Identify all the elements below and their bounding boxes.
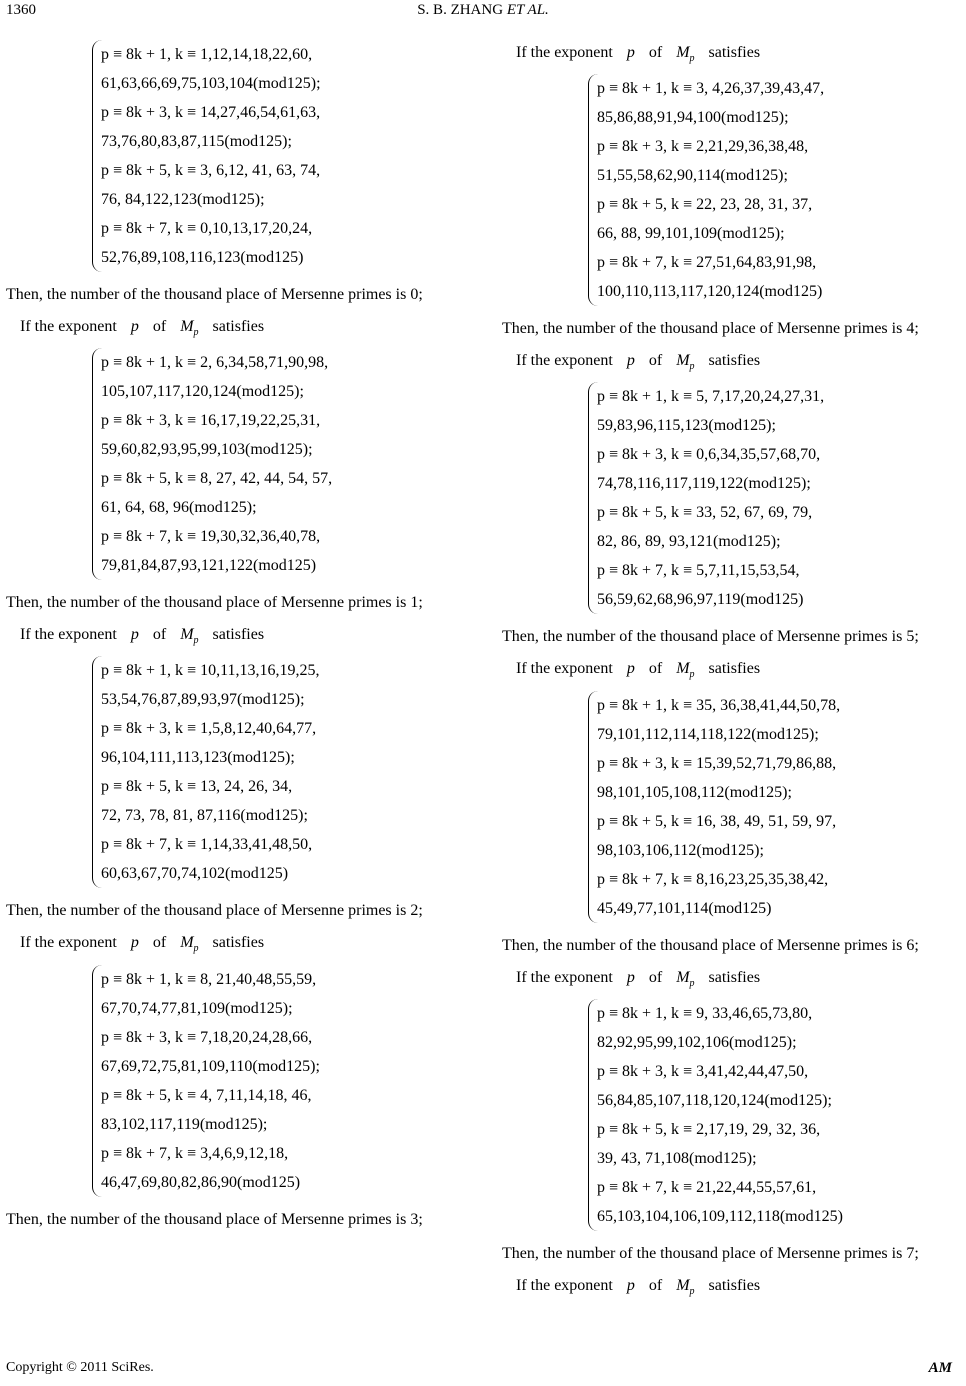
congruence-block-7 bbox=[502, 967, 960, 1265]
congruence-block-4 bbox=[502, 42, 960, 340]
congruence-block-6 bbox=[502, 658, 960, 956]
congruence-line: 46,47,69,80,82,86,90(mod125) bbox=[101, 1173, 301, 1191]
congruence-line: 96,104,111,113,123(mod125); bbox=[101, 749, 295, 767]
congruence-system bbox=[588, 74, 960, 306]
congruence-line: 45,49,77,101,114(mod125) bbox=[597, 899, 772, 917]
congruence-line: 83,102,117,119(mod125); bbox=[101, 1115, 268, 1133]
copyright-notice: Copyright © 2011 SciRes. bbox=[6, 1360, 154, 1375]
congruence-line: p ≡ 8k + 7, k ≡ 8,16,23,25,35,38,42, bbox=[597, 870, 829, 888]
congruence-line: 56,59,62,68,96,97,119(mod125) bbox=[597, 591, 804, 609]
congruence-line: 61, 64, 68, 96(mod125); bbox=[101, 499, 257, 517]
congruence-line: p ≡ 8k + 3, k ≡ 3,41,42,44,47,50, bbox=[597, 1062, 809, 1080]
congruence-block-1 bbox=[6, 316, 464, 614]
conclusion-text: Then, the number of the thousand place of Mersenne primes is 3; bbox=[6, 1210, 423, 1228]
congruence-line: p ≡ 8k + 1, k ≡ 5, 7,17,20,24,27,31, bbox=[597, 388, 825, 406]
congruence-line: p ≡ 8k + 7, k ≡ 5,7,11,15,53,54, bbox=[597, 562, 800, 580]
congruence-line: 51,55,58,62,90,114(mod125); bbox=[597, 167, 788, 185]
congruence-system bbox=[92, 965, 464, 1197]
conclusion-text: Then, the number of the thousand place of Mersenne primes is 2; bbox=[6, 902, 423, 920]
congruence-line: p ≡ 8k + 5, k ≡ 8, 27, 42, 44, 54, 57, bbox=[101, 470, 333, 488]
congruence-line: p ≡ 8k + 5, k ≡ 16, 38, 49, 51, 59, 97, bbox=[597, 812, 837, 830]
conclusion-text: Then, the number of the thousand place of Mersenne primes is 5; bbox=[502, 628, 919, 646]
conclusion-text: Then, the number of the thousand place of Mersenne primes is 4; bbox=[502, 320, 919, 338]
congruence-line: 67,69,72,75,81,109,110(mod125); bbox=[101, 1057, 320, 1075]
congruence-line: p ≡ 8k + 3, k ≡ 2,21,29,36,38,48, bbox=[597, 138, 809, 156]
congruence-line: 56,84,85,107,118,120,124(mod125); bbox=[597, 1091, 832, 1109]
congruence-line: 79,101,112,114,118,122(mod125); bbox=[597, 725, 819, 743]
congruence-line: 72, 73, 78, 81, 87,116(mod125); bbox=[101, 807, 308, 825]
exponent-intro: If the exponent p of $M_p$ satisfies bbox=[516, 660, 761, 681]
congruence-line: p ≡ 8k + 5, k ≡ 13, 24, 26, 34, bbox=[101, 778, 293, 796]
running-title-authors: S. B. ZHANG bbox=[417, 2, 504, 18]
congruence-line: 53,54,76,87,89,93,97(mod125); bbox=[101, 691, 305, 709]
congruence-line: p ≡ 8k + 7, k ≡ 19,30,32,36,40,78, bbox=[101, 528, 321, 546]
congruence-line: 98,103,106,112(mod125); bbox=[597, 841, 764, 859]
congruence-line: 74,78,116,117,119,122(mod125); bbox=[597, 475, 811, 493]
congruence-line: p ≡ 8k + 1, k ≡ 9, 33,46,65,73,80, bbox=[597, 1004, 813, 1022]
congruence-line: p ≡ 8k + 1, k ≡ 1,12,14,18,22,60, bbox=[101, 46, 313, 63]
congruence-line: 73,76,80,83,87,115(mod125); bbox=[101, 133, 292, 150]
congruence-block-0 bbox=[6, 40, 464, 306]
congruence-line: p ≡ 8k + 1, k ≡ 8, 21,40,48,55,59, bbox=[101, 970, 317, 988]
left-column bbox=[6, 38, 464, 1241]
congruence-line: p ≡ 8k + 7, k ≡ 21,22,44,55,57,61, bbox=[597, 1178, 817, 1196]
congruence-system bbox=[588, 382, 960, 614]
right-column bbox=[502, 42, 960, 1303]
congruence-line: 85,86,88,91,94,100(mod125); bbox=[597, 109, 789, 127]
congruence-line: p ≡ 8k + 1, k ≡ 3, 4,26,37,39,43,47, bbox=[597, 80, 825, 98]
congruence-line: 52,76,89,108,116,123(mod125) bbox=[101, 249, 304, 266]
congruence-line: 67,70,74,77,81,109(mod125); bbox=[101, 999, 293, 1017]
congruence-line: p ≡ 8k + 1, k ≡ 35, 36,38,41,44,50,78, bbox=[597, 696, 841, 714]
congruence-system bbox=[92, 656, 464, 888]
congruence-line: p ≡ 8k + 3, k ≡ 14,27,46,54,61,63, bbox=[101, 104, 321, 121]
congruence-line: p ≡ 8k + 3, k ≡ 1,5,8,12,40,64,77, bbox=[101, 720, 317, 738]
congruence-line: p ≡ 8k + 7, k ≡ 0,10,13,17,20,24, bbox=[101, 220, 313, 237]
congruence-line: 98,101,105,108,112(mod125); bbox=[597, 783, 792, 801]
exponent-intro: If the exponent p of $M_p$ satisfies bbox=[20, 934, 265, 955]
congruence-line: p ≡ 8k + 5, k ≡ 4, 7,11,14,18, 46, bbox=[101, 1086, 312, 1104]
exponent-intro: If the exponent p of $M_p$ satisfies bbox=[516, 968, 761, 989]
congruence-line: p ≡ 8k + 3, k ≡ 7,18,20,24,28,66, bbox=[101, 1028, 313, 1046]
congruence-system bbox=[588, 691, 960, 923]
journal-abbrev: AM bbox=[928, 1360, 952, 1376]
exponent-intro: If the exponent p of $M_p$ satisfies bbox=[20, 318, 265, 339]
exponent-intro: If the exponent p of $M_p$ satisfies bbox=[516, 1276, 761, 1297]
congruence-line: p ≡ 8k + 5, k ≡ 2,17,19, 29, 32, 36, bbox=[597, 1120, 821, 1138]
congruence-line: p ≡ 8k + 7, k ≡ 1,14,33,41,48,50, bbox=[101, 836, 313, 854]
running-title-etal: ET AL. bbox=[506, 2, 549, 18]
congruence-line: p ≡ 8k + 7, k ≡ 3,4,6,9,12,18, bbox=[101, 1144, 289, 1162]
conclusion-text: Then, the number of the thousand place of Mersenne primes is 6; bbox=[502, 936, 919, 954]
page-number: 1360 bbox=[6, 2, 36, 18]
congruence-block-3 bbox=[6, 932, 464, 1230]
conclusion-text: Then, the number of the thousand place of Mersenne primes is 1; bbox=[6, 594, 423, 612]
congruence-line: p ≡ 8k + 7, k ≡ 27,51,64,83,91,98, bbox=[597, 254, 817, 272]
conclusion-text: Then, the number of the thousand place of Mersenne primes is 7; bbox=[502, 1244, 919, 1262]
congruence-block-5 bbox=[502, 350, 960, 648]
congruence-line: 76, 84,122,123(mod125); bbox=[101, 191, 265, 208]
congruence-line: 61,63,66,69,75,103,104(mod125); bbox=[101, 75, 321, 92]
congruence-line: 82,92,95,99,102,106(mod125); bbox=[597, 1033, 797, 1051]
conclusion-text: Then, the number of the thousand place of Mersenne primes is 0; bbox=[6, 286, 423, 303]
congruence-line: p ≡ 8k + 5, k ≡ 3, 6,12, 41, 63, 74, bbox=[101, 162, 321, 179]
congruence-line: p ≡ 8k + 5, k ≡ 22, 23, 28, 31, 37, bbox=[597, 196, 813, 214]
congruence-line: 100,110,113,117,120,124(mod125) bbox=[597, 283, 823, 301]
exponent-intro: If the exponent p of $M_p$ satisfies bbox=[516, 352, 761, 373]
congruence-line: 59,83,96,115,123(mod125); bbox=[597, 417, 776, 435]
congruence-system bbox=[92, 348, 464, 580]
congruence-line: p ≡ 8k + 1, k ≡ 10,11,13,16,19,25, bbox=[101, 662, 320, 680]
exponent-intro: If the exponent p of $M_p$ satisfies bbox=[516, 44, 761, 65]
congruence-line: 79,81,84,87,93,121,122(mod125) bbox=[101, 557, 317, 575]
congruence-system bbox=[588, 999, 960, 1231]
running-title bbox=[0, 2, 966, 19]
congruence-line: 65,103,104,106,109,112,118(mod125) bbox=[597, 1207, 843, 1225]
congruence-line: 82, 86, 89, 93,121(mod125); bbox=[597, 533, 781, 551]
exponent-intro: If the exponent p of $M_p$ satisfies bbox=[20, 626, 265, 647]
congruence-line: 39, 43, 71,108(mod125); bbox=[597, 1149, 757, 1167]
congruence-line: 59,60,82,93,95,99,103(mod125); bbox=[101, 441, 313, 459]
congruence-line: 105,107,117,120,124(mod125); bbox=[101, 383, 304, 401]
congruence-line: p ≡ 8k + 3, k ≡ 0,6,34,35,57,68,70, bbox=[597, 446, 821, 464]
congruence-line: 60,63,67,70,74,102(mod125) bbox=[101, 865, 289, 883]
congruence-line: p ≡ 8k + 5, k ≡ 33, 52, 67, 69, 79, bbox=[597, 504, 813, 522]
congruence-line: p ≡ 8k + 3, k ≡ 16,17,19,22,25,31, bbox=[101, 412, 321, 430]
congruence-line: 66, 88, 99,101,109(mod125); bbox=[597, 225, 785, 243]
congruence-line: p ≡ 8k + 1, k ≡ 2, 6,34,58,71,90,98, bbox=[101, 354, 329, 372]
congruence-system bbox=[92, 40, 464, 272]
congruence-line: p ≡ 8k + 3, k ≡ 15,39,52,71,79,86,88, bbox=[597, 754, 837, 772]
congruence-block-2 bbox=[6, 624, 464, 922]
